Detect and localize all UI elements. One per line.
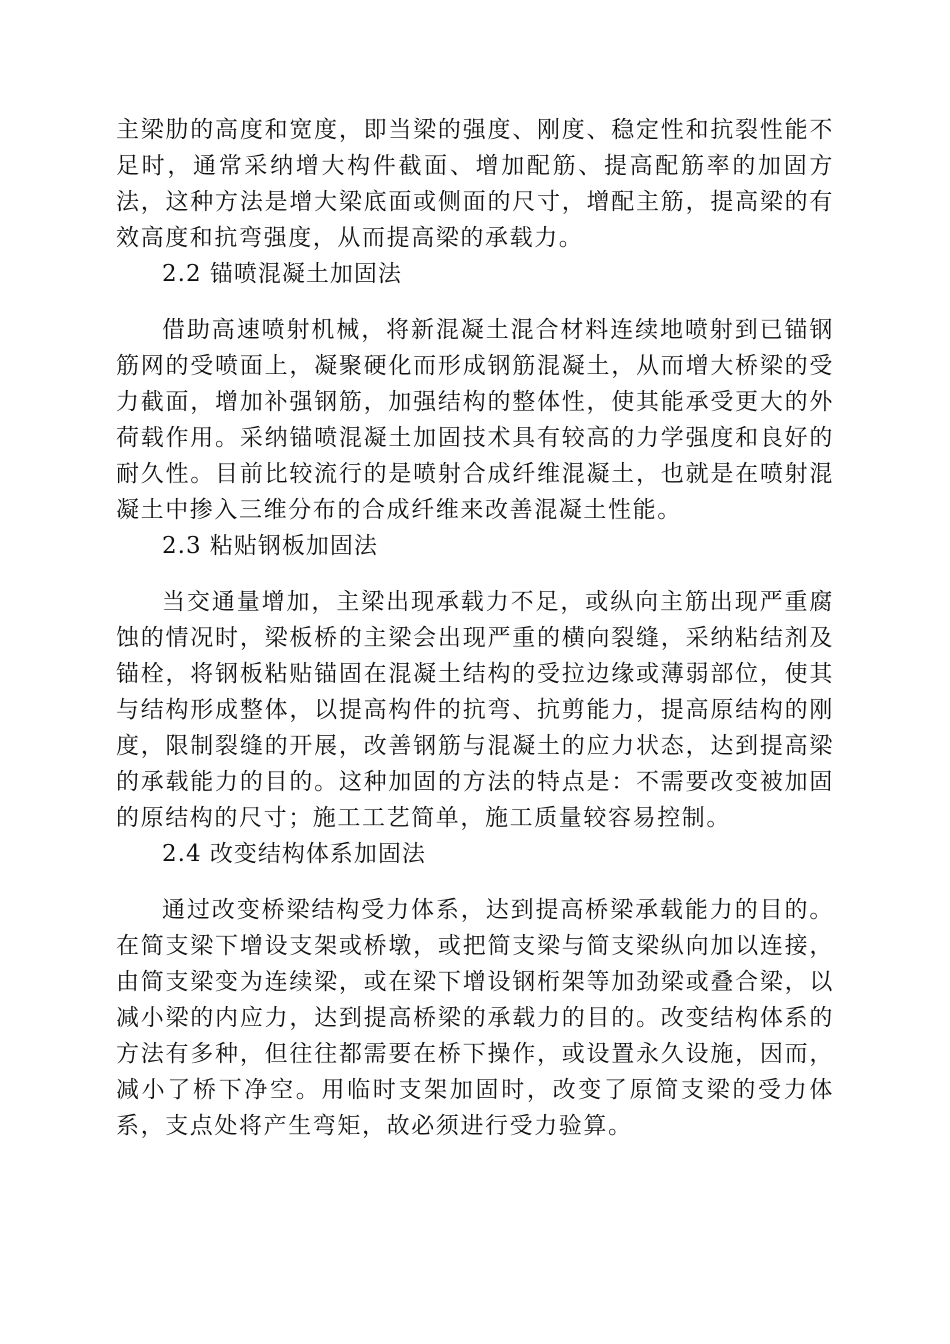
section-heading-2-3: 2.3 粘贴钢板加固法 bbox=[162, 533, 378, 559]
document-page bbox=[116, 112, 834, 1144]
section-heading-2-2: 2.2 锚喷混凝土加固法 bbox=[162, 261, 402, 287]
section-body-2-2: 借助高速喷射机械，将新混凝土混合材料连续地喷射到已锚钢筋网的受喷面上，凝聚硬化而形成钢筋混凝土，从而增大桥梁的受力截面，增加补强钢筋，加强结构的整体性，使其能承受更大的外荷载作用。采纳锚喷混凝土加固技术具有较高的力学强度和良好的耐久性。目前比较流行的是喷射合成纤维混凝土，也就是在喷射混凝土中掺入三维分布的合成纤维来改善混凝土性能。 bbox=[116, 317, 834, 523]
section-body-2-3: 当交通量增加，主梁出现承载力不足，或纵向主筋出现严重腐蚀的情况时，梁板桥的主梁会出现严重的横向裂缝，采纳粘结剂及锚栓，将钢板粘贴锚固在混凝土结构的受拉边缘或薄弱部位，使其与结构形成整体，以提高构件的抗弯、抗剪能力，提高原结构的刚度，限制裂缝的开展，改善钢筋与混凝土的应力状态，达到提高梁的承载能力的目的。这种加固的方法的特点是：不需要改变被加固的原结构的尺寸；施工工艺简单，施工质量较容易控制。 bbox=[116, 589, 834, 831]
section-heading-2-4: 2.4 改变结构体系加固法 bbox=[162, 841, 426, 867]
section-body-2-4: 通过改变桥梁结构受力体系，达到提高桥梁承载能力的目的。在简支梁下增设支架或桥墩，或把简支梁与简支梁纵向加以连接，由简支梁变为连续梁，或在梁下增设钢桁架等加劲梁或叠合梁，以减小梁的内应力，达到提高桥梁的承载力的目的。改变结构体系的方法有多种，但往往都需要在桥下操作，或设置永久设施，因而，减小了桥下净空。用临时支架加固时，改变了原简支梁的受力体系，支点处将产生弯矩，故必须进行受力验算。 bbox=[116, 897, 834, 1139]
intro-paragraph: 主梁肋的高度和宽度，即当梁的强度、刚度、稳定性和抗裂性能不足时，通常采纳增大构件截面、增加配筋、提高配筋率的加固方法，这种方法是增大梁底面或侧面的尺寸，增配主筋，提高梁的有效高度和抗弯强度，从而提高梁的承载力。 bbox=[116, 117, 834, 251]
